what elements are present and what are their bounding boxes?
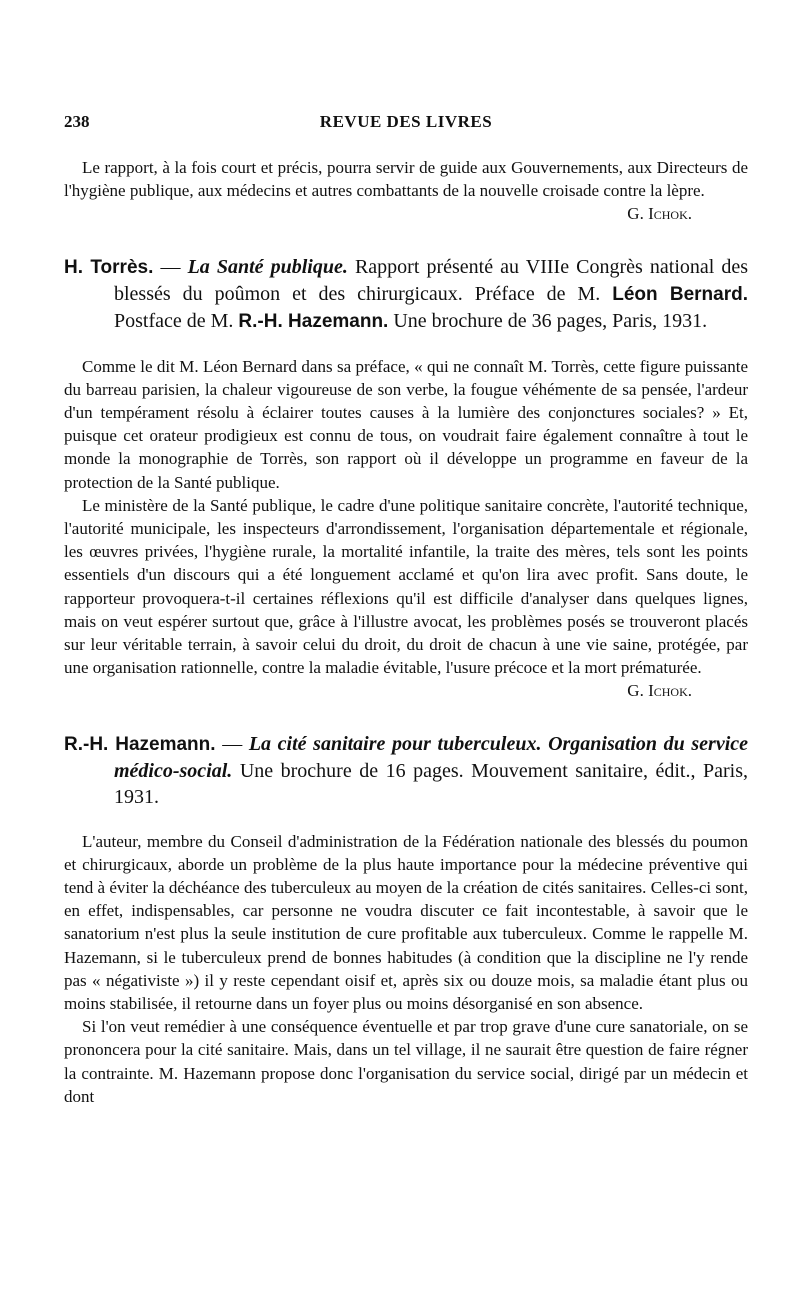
running-head: [64, 112, 748, 138]
review-heading-hazemann: [64, 731, 748, 810]
review-description-postface: Postface de M.: [114, 309, 234, 332]
review-publication-info: Une brochure de 36 pages, Paris, 1931.: [393, 309, 708, 332]
body-paragraph: L'auteur, membre du Conseil d'administration de la Fédération nationale des blessés du poumon et chirurgicaux, aborde un problème de la plus haute importance pour la médecine préventive qui tend à éviter la déchéance des tuberculeux au moyen de la création de cités sanitaires. Celles-ci sont, en effet, indispensables, car personne ne voudra discuter ce fait incontestable, à savoir que le sanatorium n'est plus la seule institution de cure profitable aux tuberculeux. Comme le rappelle M. Hazemann, si le tuberculeux prend de bonnes habitudes (à condition que la discipline ne l'y rende pas « négativiste ») il y reste cependant oisif et, après six ou douze mois, sa maladie étant plus ou moins stabilisée, il retourne dans un foyer plus ou moins désorganisé en son absence.: [64, 831, 748, 1014]
review-description: Rapport présenté au VIIIe Congrès national des blessés du poûmon et des chirurgicaux. Préface de M.: [114, 255, 749, 305]
review-author: H. Torrès.: [64, 256, 154, 278]
postface-author: R.-H. Hazemann.: [238, 310, 389, 332]
intro-signature: G. Ichok.: [627, 204, 692, 224]
body-paragraph: Si l'on veut remédier à une conséquence éventuelle et par trop grave d'une cure sanatoriale, on se prononcera pour la cité sanitaire. Mais, dans un tel village, il ne saurait être question de faire régner la contrainte. M. Hazemann propose donc l'organisation du service social, dirigé par un médecin et dont: [64, 1017, 748, 1106]
review-body-hazemann: [64, 830, 748, 1108]
body-paragraph: Comme le dit M. Léon Bernard dans sa préface, « qui ne connaît M. Torrès, cette figure puissante du barreau parisien, la chaleur vigoureuse de son verbe, la fougue véhémente de sa pensée, l'ardeur d'un tempérament résolu à éclairer toutes causes à la lumière des conjonctures sociales? » Et, puisque cet orateur prodigieux est connu de tous, on voudrait faire également connaître à tout le monde la monographie de Torrès, son rapport où il développe un programme en faveur de la protection de la Santé publique.: [64, 356, 748, 492]
em-dash: —: [160, 255, 181, 278]
body-paragraph: [64, 494, 748, 703]
page-number: 238: [64, 112, 90, 131]
review-heading-torres: [64, 254, 748, 335]
review-title: La cité sanitaire pour tuberculeux. Organisation du service médico-social.: [114, 732, 749, 782]
body-paragraph-text: Le ministère de la Santé publique, le cadre d'une politique sanitaire concrète, l'autorité technique, l'autorité municipale, les inspecteurs d'arrondissement, l'organisation départementale et régionale, les œuvres privées, l'hygiène rurale, la mortalité infantile, la traite des mères, tels sont les points essentiels d'un discours qui a été longuement acclamé et qu'on lira avec profit. Sans doute, le rapporteur provoquera-t-il certaines réflexions qu'il est difficile d'analyser dans quelques lignes, mais on veut espérer surtout que, grâce à l'illustre avocat, les problèmes posés se trouveront placés sur leur véritable terrain, à savoir celui du droit, du droit de chacun à une vie saine, protégée, par une organisation rationnelle, contre la maladie évitable, l'usure précoce et la mort prématurée.: [64, 495, 748, 678]
intro-text: Le rapport, à la fois court et précis, pourra servir de guide aux Gouvernements, aux Directeurs de l'hygiène publique, aux médecins et autres combattants de la nouvelle croisade contre la lèpre.: [64, 158, 748, 201]
review-signature: G. Ichok.: [627, 681, 692, 701]
review-body-torres: [64, 355, 748, 703]
em-dash: —: [222, 732, 243, 755]
review-description: Une brochure de 16 pages. Mouvement sanitaire, édit., Paris, 1931.: [114, 759, 748, 808]
review-title: La Santé publique.: [187, 255, 348, 278]
intro-paragraph: [64, 156, 748, 226]
book-page: [64, 112, 748, 1108]
journal-title: REVUE DES LIVRES: [319, 112, 493, 131]
review-author: R.-H. Hazemann.: [64, 733, 216, 755]
preface-author: Léon Bernard.: [612, 283, 749, 305]
